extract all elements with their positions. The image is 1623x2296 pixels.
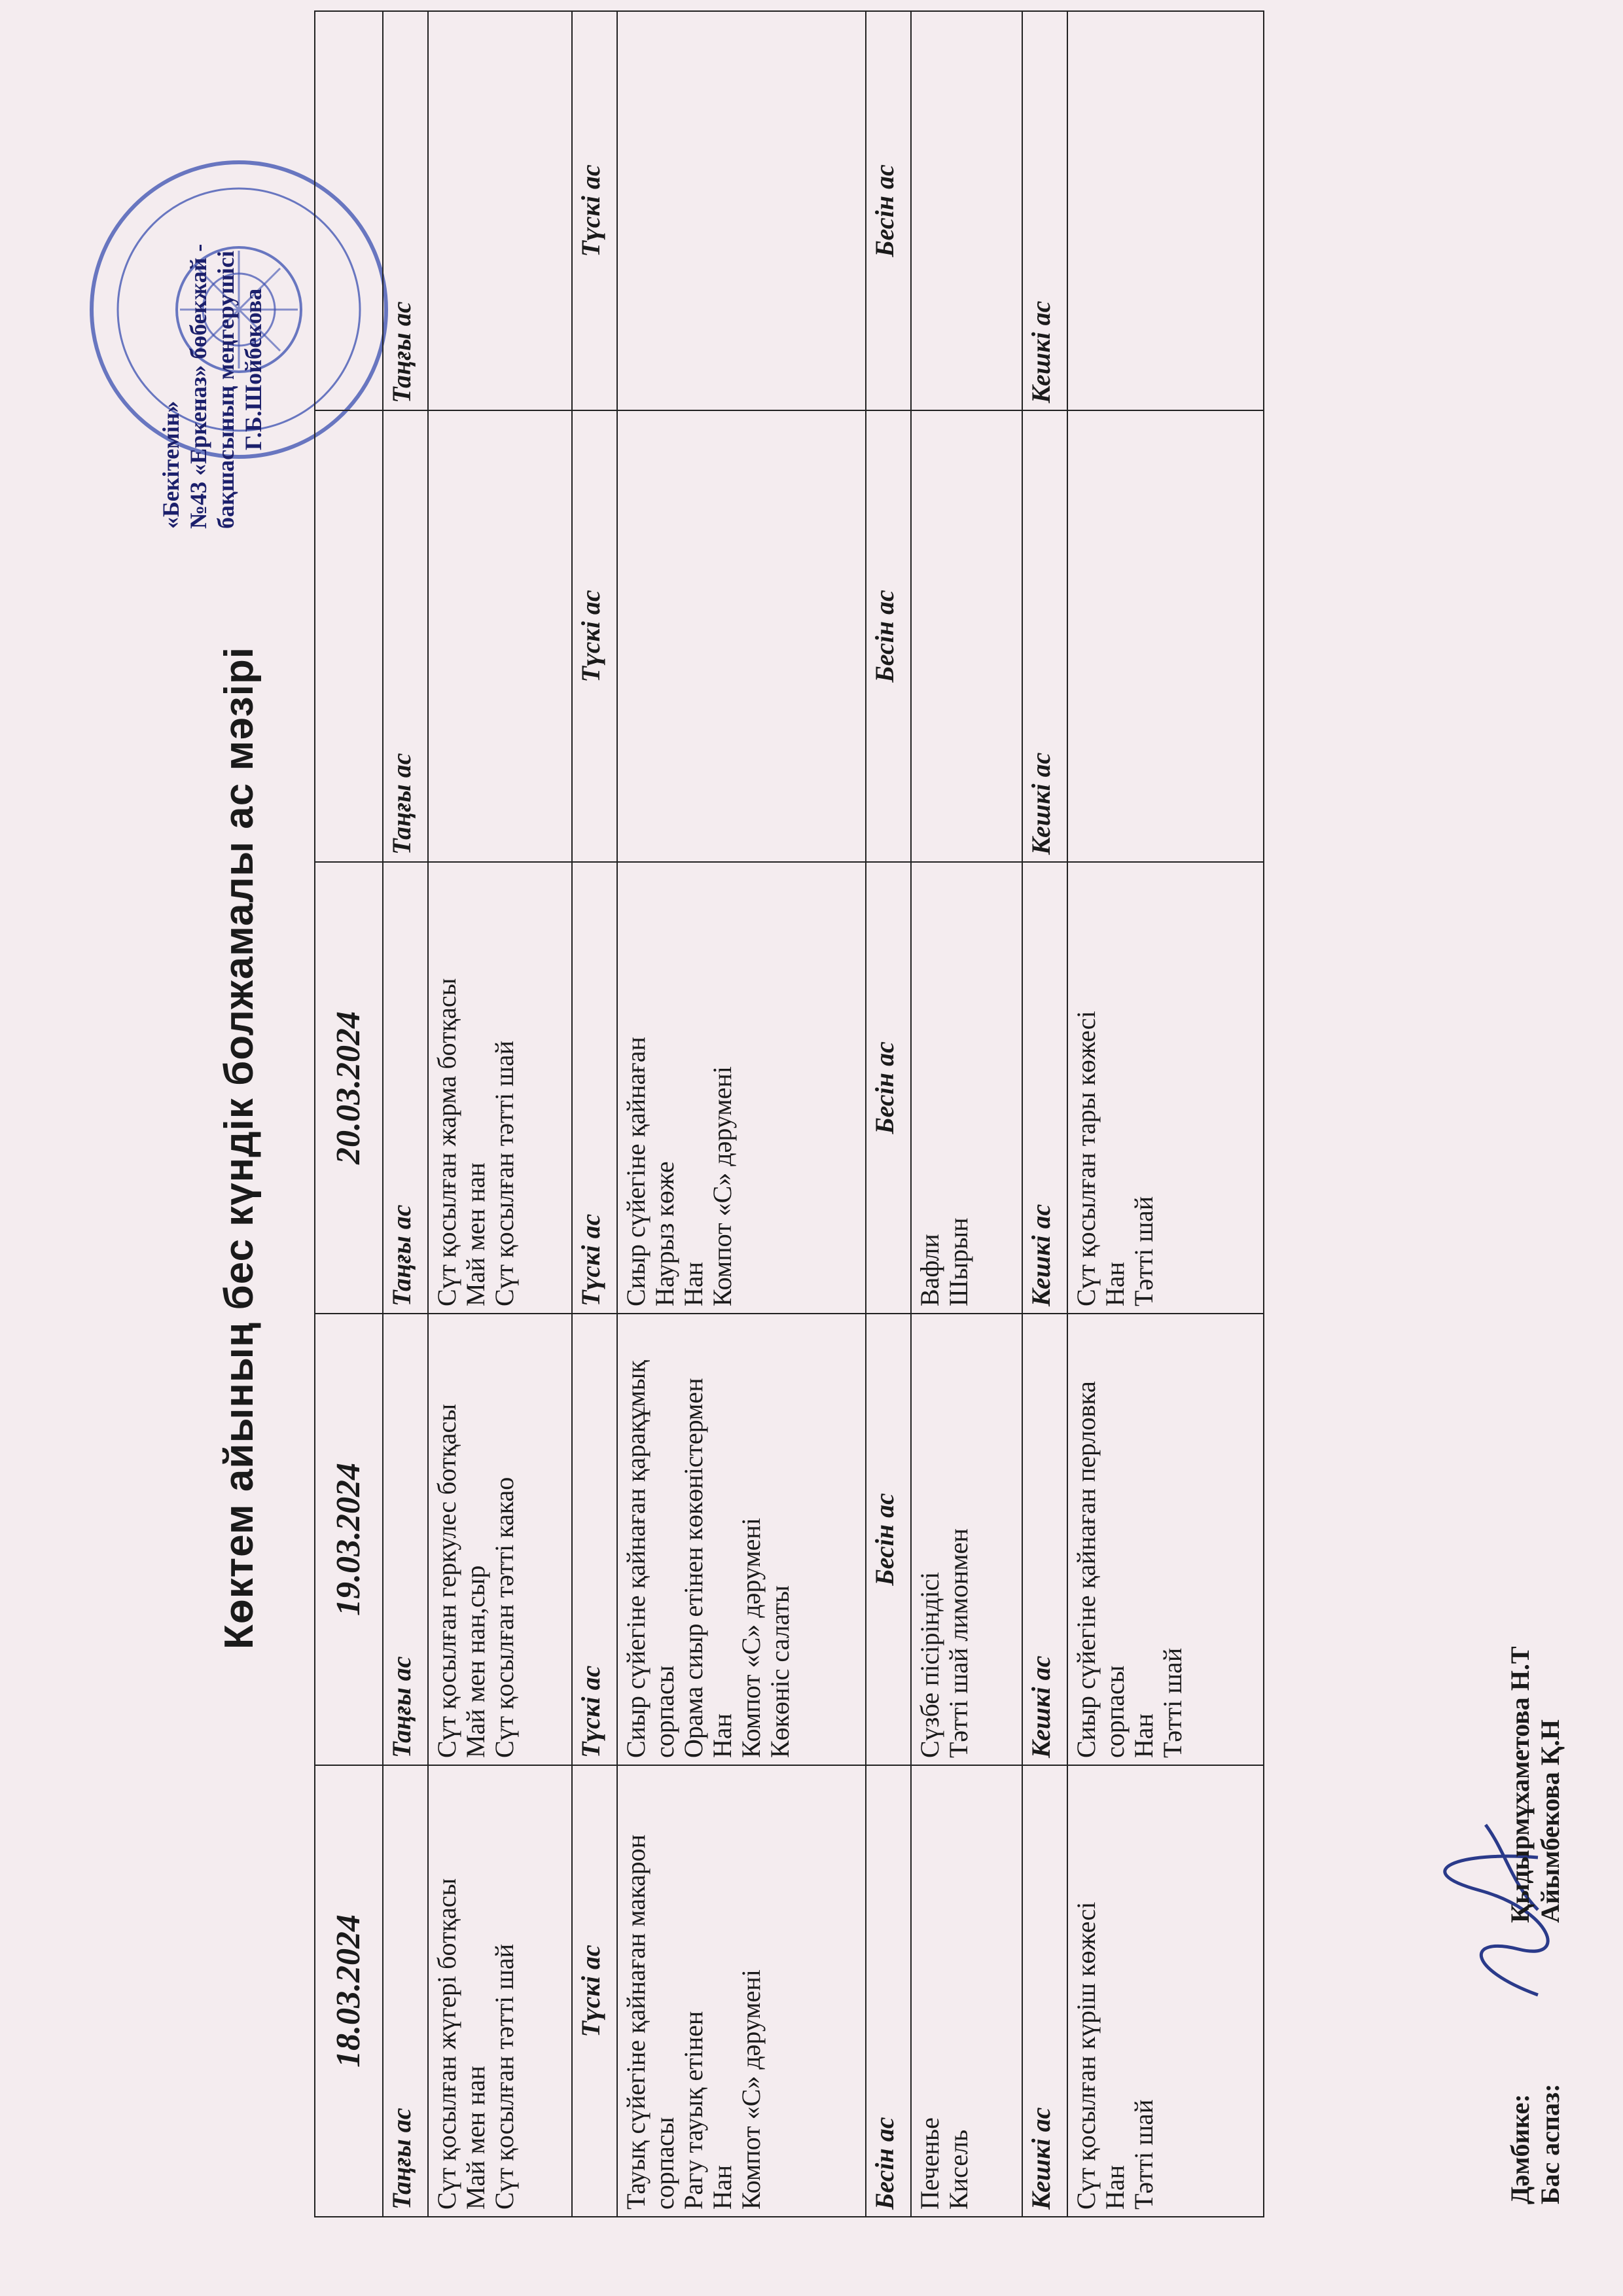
meal-label: Кешкі ас [1022, 410, 1067, 862]
dish-item: Сиыр сүйегіне қайнаған қарақұмық сорпасы [621, 1360, 679, 1758]
meal-label: Түскі ас [572, 862, 617, 1314]
dish-item: Печенье [915, 2117, 944, 2210]
dish-item: Сүт қосылған геркулес ботқасы [432, 1403, 461, 1758]
dish-cell [617, 11, 866, 410]
dish-item: Компот «С» дәрумені [736, 1518, 766, 1758]
dish-item: Сиыр сүйегіне қайнаған перловка сорпасы [1071, 1381, 1130, 1758]
dish-item: Көкөніс салаты [765, 1585, 794, 1758]
signatures-block [1505, 1646, 1565, 2204]
dish-item: Вафли [915, 1234, 944, 1306]
dish-item: Сиыр сүйегіне қайнаған [621, 1037, 651, 1306]
page-title: Көктем айының бес күндік болжамалы ас мәзірі [217, 647, 262, 1649]
dish-cell [1067, 1314, 1264, 1765]
dish-item: Орама сиыр етінен көкөністермен [679, 1378, 708, 1758]
dish-cell [911, 1314, 1022, 1765]
dish-item: Компот «С» дәрумені [707, 1066, 737, 1306]
dish-item: Наурыз көже [650, 1161, 679, 1306]
breakfast-dishes-row [428, 11, 572, 2217]
dish-item: Сүт қосылған тәтті какао [490, 1477, 519, 1758]
meal-label: Кешкі ас [1022, 1765, 1067, 2217]
lunch-dishes-row [617, 11, 866, 2217]
dish-item: Май мен нан [461, 1162, 490, 1306]
meal-label: Кешкі ас [1022, 862, 1067, 1314]
column-date: 20.03.2024 [315, 862, 383, 1314]
meal-label: Таңғы ас [383, 410, 428, 862]
column-date: 19.03.2024 [315, 1314, 383, 1765]
snack-label-row [866, 11, 911, 2217]
dish-item: Нан [707, 2164, 737, 2210]
dish-item: Кисель [944, 2129, 973, 2210]
dish-item: Сүт қосылған жарма ботқасы [432, 978, 461, 1306]
dish-cell [1067, 11, 1264, 410]
dish-item: Сүт қосылған күріш көжесі [1071, 1901, 1101, 2210]
dinner-dishes-row [1067, 11, 1264, 2217]
dish-cell [1067, 862, 1264, 1314]
dish-item: Сүт қосылған тәтті шай [490, 1943, 519, 2210]
meal-label: Түскі ас [572, 11, 617, 410]
dish-cell [428, 1314, 572, 1765]
meal-label: Бесін ас [866, 862, 911, 1314]
meal-label: Түскі ас [572, 1314, 617, 1765]
signature-role: Бас аспаз: [1535, 2083, 1565, 2204]
approval-line: №43 «Еркеназ» бөбекжай - [185, 243, 211, 529]
meal-label: Таңғы ас [383, 862, 428, 1314]
meal-label: Бесін ас [866, 410, 911, 862]
meal-label: Таңғы ас [383, 11, 428, 410]
meal-label: Түскі ас [572, 410, 617, 862]
approval-line: бақшасының меңгерушісі [213, 251, 239, 529]
meal-label: Кешкі ас [1022, 1314, 1067, 1765]
dish-item: Сүт қосылған тары көжесі [1071, 1011, 1101, 1306]
dish-item: Сүзбе пісiрiндiсi [915, 1571, 944, 1758]
dish-cell [617, 410, 866, 862]
signature-name: Айымбекова Қ.Н [1535, 1719, 1565, 1923]
dish-item: Тауық сүйегіне қайнаған макарон сорпасы [621, 1834, 679, 2210]
meal-label: Таңғы ас [383, 1765, 428, 2217]
dish-item: Компот «С» дәрумені [736, 1969, 766, 2210]
lunch-label-row [572, 11, 617, 2217]
dish-cell [428, 1765, 572, 2217]
dish-cell [617, 1765, 866, 2217]
meal-label: Бесін ас [866, 11, 911, 410]
dish-cell [911, 1765, 1022, 2217]
dish-cell [428, 862, 572, 1314]
dish-item: Нан [679, 1261, 708, 1306]
dish-item: Нан [1129, 1713, 1158, 1758]
meal-label: Бесін ас [866, 1314, 911, 1765]
dish-item: Тәтті шай [1158, 1647, 1187, 1758]
dish-item: Нан [1100, 2164, 1130, 2210]
dish-cell [428, 11, 572, 410]
dish-item: Май мен нан [461, 2066, 490, 2210]
signature-name: Қыдырмұхаметова Н.Т [1505, 1646, 1535, 1923]
snack-dishes-row [911, 11, 1022, 2217]
dish-item: Нан [1100, 1261, 1130, 1306]
dish-item: Сүт қосылған тәтті шай [490, 1040, 519, 1306]
meal-label: Таңғы ас [383, 1314, 428, 1765]
meal-label: Түскі ас [572, 1765, 617, 2217]
dish-cell [617, 862, 866, 1314]
column-date [315, 410, 383, 862]
dish-cell [911, 11, 1022, 410]
signature-line [1505, 1646, 1535, 2204]
dish-item: Нан [707, 1713, 737, 1758]
breakfast-label-row [383, 11, 428, 2217]
column-date [315, 11, 383, 410]
dish-item: Шырын [944, 1217, 973, 1306]
dish-cell [428, 410, 572, 862]
dish-cell [1067, 410, 1264, 862]
signature-role: Дәмбике: [1505, 2094, 1535, 2204]
dish-cell [617, 1314, 866, 1765]
column-date: 18.03.2024 [315, 1765, 383, 2217]
date-header-row [315, 11, 383, 2217]
dinner-label-row [1022, 11, 1067, 2217]
dish-cell [1067, 1765, 1264, 2217]
menu-table [314, 10, 1264, 2217]
dish-item: Рагу тауық етінен [679, 2011, 708, 2210]
dish-item: Май мен нан,сыр [461, 1565, 490, 1758]
dish-item: Тәтті шай лимонмен [944, 1528, 973, 1758]
dish-cell [911, 862, 1022, 1314]
dish-cell [911, 410, 1022, 862]
signature-line [1535, 1646, 1565, 2204]
approval-block [157, 123, 267, 529]
dish-item: Тәтті шай [1129, 2099, 1158, 2210]
approval-line: «Бекітемін» [158, 401, 184, 529]
meal-label: Кешкі ас [1022, 11, 1067, 410]
meal-label: Бесін ас [866, 1765, 911, 2217]
dish-item: Сүт қосылған жүгері ботқасы [432, 1878, 461, 2210]
dish-item: Тәтті шай [1129, 1196, 1158, 1306]
approval-line: Г.Б.Шойбекова [240, 288, 266, 450]
